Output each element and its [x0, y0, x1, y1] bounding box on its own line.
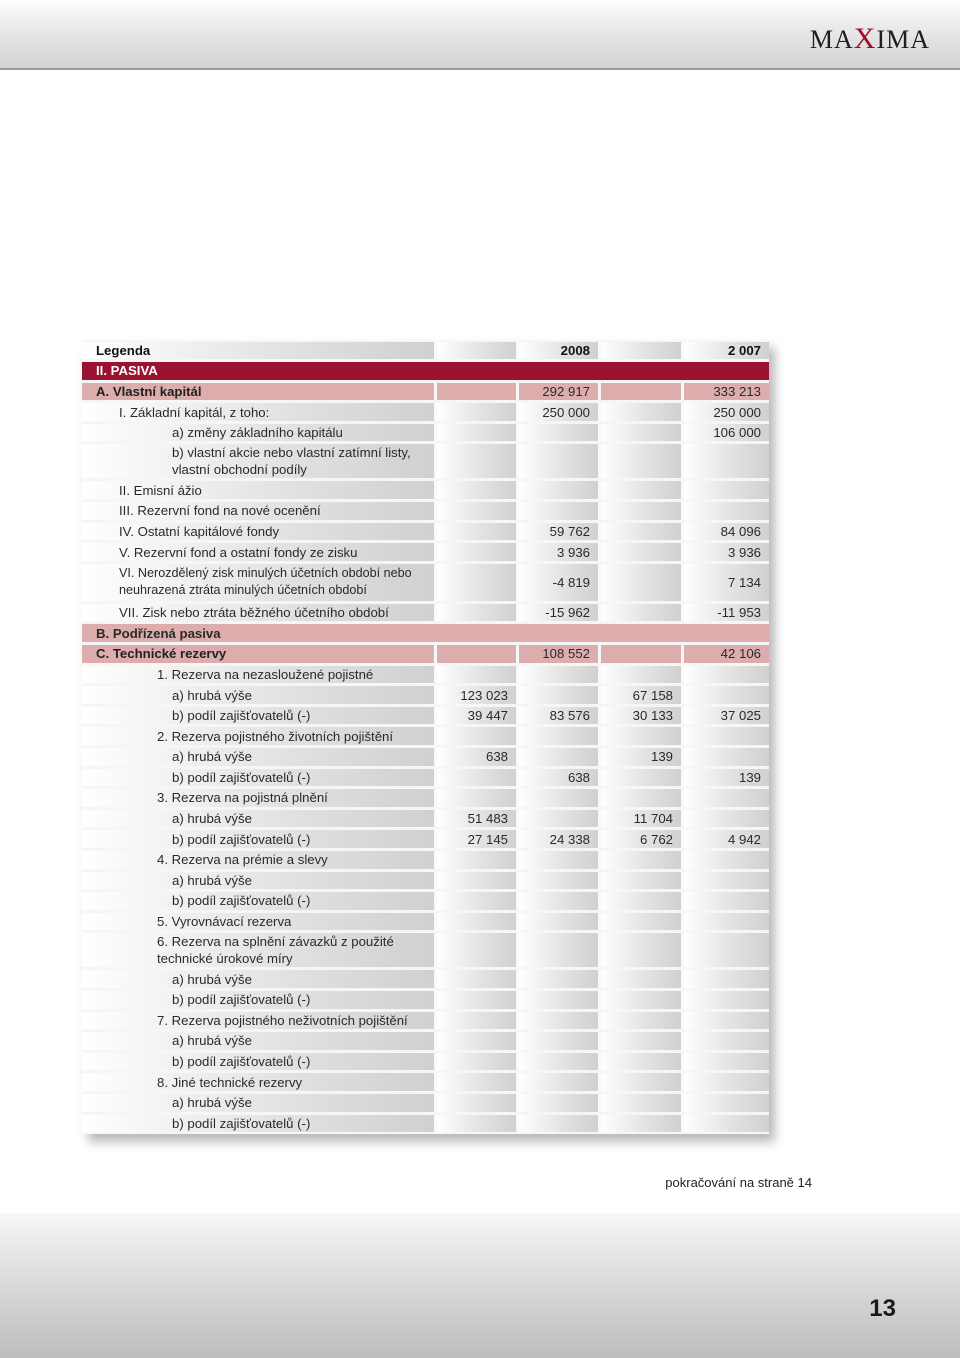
row-value: 59 762 — [519, 523, 601, 541]
row-value — [601, 424, 684, 442]
table-row — [82, 849, 769, 870]
row-value — [684, 970, 769, 988]
row-value — [601, 502, 684, 520]
row-value — [437, 604, 519, 622]
table-row — [82, 562, 769, 602]
row-value: 250 000 — [519, 403, 601, 421]
row-value — [601, 645, 684, 663]
row-label: 1. Rezerva na nezasloužené pojistné — [82, 666, 437, 684]
table-header-row — [82, 340, 769, 361]
row-value — [519, 748, 601, 766]
header-band — [0, 0, 960, 70]
table-row — [82, 644, 769, 665]
table-row — [82, 602, 769, 623]
row-value — [684, 913, 769, 931]
row-value — [437, 645, 519, 663]
row-value — [601, 1053, 684, 1071]
row-value — [519, 1115, 601, 1133]
table-row — [82, 685, 769, 706]
row-value: 123 023 — [437, 686, 519, 704]
row-value — [437, 1032, 519, 1050]
row-value: 7 134 — [684, 564, 769, 601]
year-2007-header: 2 007 — [684, 342, 769, 360]
row-label: A. Vlastní kapitál — [82, 383, 437, 401]
row-value — [519, 789, 601, 807]
row-value — [437, 666, 519, 684]
table-row — [82, 1072, 769, 1093]
row-value — [601, 892, 684, 910]
row-value — [601, 481, 684, 499]
row-label: b) podíl zajišťovatelů (-) — [82, 707, 437, 725]
continued-note: pokračování na straně 14 — [665, 1175, 812, 1190]
row-value — [684, 686, 769, 704]
row-value — [684, 444, 769, 478]
table-row — [82, 381, 769, 402]
row-value — [684, 810, 769, 828]
row-value — [437, 1094, 519, 1112]
row-value: 292 917 — [519, 383, 601, 401]
row-value — [601, 383, 684, 401]
row-value — [519, 1012, 601, 1030]
row-label: a) hrubá výše — [82, 1094, 437, 1112]
row-value — [601, 727, 684, 745]
row-value: -4 819 — [519, 564, 601, 601]
table-row — [82, 1051, 769, 1072]
row-value — [437, 403, 519, 421]
table-row — [82, 422, 769, 443]
table-row — [82, 1092, 769, 1113]
row-value — [601, 970, 684, 988]
row-value — [437, 481, 519, 499]
page-number: 13 — [869, 1295, 896, 1322]
row-value: 108 552 — [519, 645, 601, 663]
table-row — [82, 891, 769, 912]
row-label: 7. Rezerva pojistného neživotních pojištění — [82, 1012, 437, 1030]
row-value — [437, 564, 519, 601]
table-row — [82, 808, 769, 829]
row-value — [519, 913, 601, 931]
row-value — [519, 1094, 601, 1112]
row-value — [437, 1115, 519, 1133]
row-label: b) podíl zajišťovatelů (-) — [82, 1115, 437, 1133]
table-row — [82, 911, 769, 932]
row-label: VI. Nerozdělený zisk minulých účetních období nebo neuhrazená ztráta minulých účetních období — [82, 564, 437, 601]
row-value — [519, 1073, 601, 1091]
footer-band — [0, 1213, 960, 1358]
row-value — [601, 1073, 684, 1091]
row-value: 4 942 — [684, 830, 769, 848]
row-value — [601, 564, 684, 601]
row-value — [684, 892, 769, 910]
row-label: IV. Ostatní kapitálové fondy — [82, 523, 437, 541]
row-value: 37 025 — [684, 707, 769, 725]
row-value — [601, 991, 684, 1009]
row-value — [601, 403, 684, 421]
row-label: a) hrubá výše — [82, 970, 437, 988]
row-value: 67 158 — [601, 686, 684, 704]
row-value — [684, 481, 769, 499]
row-value — [684, 851, 769, 869]
table-row — [82, 402, 769, 423]
row-value — [601, 769, 684, 787]
row-value — [519, 851, 601, 869]
row-value — [601, 872, 684, 890]
row-value: 139 — [601, 748, 684, 766]
row-label: b) podíl zajišťovatelů (-) — [82, 1053, 437, 1071]
table-row — [82, 501, 769, 522]
row-label: 8. Jiné technické rezervy — [82, 1073, 437, 1091]
row-value: 11 704 — [601, 810, 684, 828]
table-row — [82, 747, 769, 768]
row-value — [601, 1115, 684, 1133]
section-title: II. PASIVA — [82, 362, 769, 381]
row-value — [601, 666, 684, 684]
row-value — [684, 748, 769, 766]
row-label: II. Emisní ážio — [82, 481, 437, 499]
row-value: 42 106 — [684, 645, 769, 663]
legend-header: Legenda — [82, 342, 437, 360]
row-value — [684, 872, 769, 890]
row-value — [519, 991, 601, 1009]
row-value: 6 762 — [601, 830, 684, 848]
row-label: 3. Rezerva na pojistná plnění — [82, 789, 437, 807]
balance-sheet-table — [82, 340, 769, 1134]
table-row — [82, 870, 769, 891]
row-label: a) hrubá výše — [82, 810, 437, 828]
row-label: a) změny základního kapitálu — [82, 424, 437, 442]
row-value — [519, 1032, 601, 1050]
row-label: 4. Rezerva na prémie a slevy — [82, 851, 437, 869]
row-label: V. Rezervní fond a ostatní fondy ze zisku — [82, 543, 437, 561]
row-value — [437, 913, 519, 931]
row-label: 6. Rezerva na splnění závazků z použité technické úrokové míry — [82, 933, 437, 967]
row-value — [601, 933, 684, 967]
row-value — [519, 970, 601, 988]
table-row — [82, 705, 769, 726]
row-value — [684, 789, 769, 807]
row-value: 638 — [519, 769, 601, 787]
row-value — [519, 727, 601, 745]
row-label: a) hrubá výše — [82, 872, 437, 890]
row-value — [437, 892, 519, 910]
table-row — [82, 521, 769, 542]
table-row — [82, 1113, 769, 1134]
row-value: 24 338 — [519, 830, 601, 848]
table-row — [82, 788, 769, 809]
row-label: a) hrubá výše — [82, 686, 437, 704]
table-row — [82, 969, 769, 990]
row-value: 3 936 — [684, 543, 769, 561]
row-label: VII. Zisk nebo ztráta běžného účetního období — [82, 604, 437, 622]
row-value — [519, 686, 601, 704]
row-value: 3 936 — [519, 543, 601, 561]
table-row — [82, 443, 769, 480]
table-row — [82, 623, 769, 644]
table-row — [82, 1031, 769, 1052]
row-value — [519, 666, 601, 684]
row-value — [437, 383, 519, 401]
row-value — [437, 789, 519, 807]
row-value — [684, 991, 769, 1009]
row-value — [437, 523, 519, 541]
row-value — [519, 933, 601, 967]
row-value: 83 576 — [519, 707, 601, 725]
row-value: 106 000 — [684, 424, 769, 442]
row-value: 27 145 — [437, 830, 519, 848]
table-row — [82, 932, 769, 969]
row-value: 250 000 — [684, 403, 769, 421]
row-label: I. Základní kapitál, z toho: — [82, 403, 437, 421]
row-label: b) podíl zajišťovatelů (-) — [82, 769, 437, 787]
row-label: 5. Vyrovnávací rezerva — [82, 913, 437, 931]
table-row — [82, 989, 769, 1010]
row-label: III. Rezervní fond na nové ocenění — [82, 502, 437, 520]
row-value — [437, 970, 519, 988]
maxima-logo: MAXIMA — [809, 22, 930, 55]
row-value — [519, 1053, 601, 1071]
row-value — [684, 502, 769, 520]
row-label: B. Podřízená pasiva — [82, 624, 769, 642]
row-value — [437, 727, 519, 745]
row-value — [437, 1073, 519, 1091]
row-value: 333 213 — [684, 383, 769, 401]
row-value: -15 962 — [519, 604, 601, 622]
row-value — [601, 604, 684, 622]
section-row — [82, 361, 769, 382]
table-row — [82, 542, 769, 563]
row-value: 51 483 — [437, 810, 519, 828]
row-value — [601, 789, 684, 807]
row-value — [684, 1053, 769, 1071]
row-label: b) vlastní akcie nebo vlastní zatímní listy, vlastní obchodní podíly — [82, 444, 437, 478]
table-row — [82, 767, 769, 788]
row-value: 39 447 — [437, 707, 519, 725]
row-value — [437, 543, 519, 561]
row-value — [519, 444, 601, 478]
row-value: 139 — [684, 769, 769, 787]
table-row — [82, 829, 769, 850]
row-value — [437, 502, 519, 520]
row-value — [684, 1073, 769, 1091]
row-value — [684, 1115, 769, 1133]
row-value — [601, 913, 684, 931]
row-value — [601, 1094, 684, 1112]
row-label: 2. Rezerva pojistného životních pojištění — [82, 727, 437, 745]
row-value — [684, 666, 769, 684]
row-value — [684, 727, 769, 745]
row-value — [519, 481, 601, 499]
row-value — [519, 892, 601, 910]
row-value — [437, 1053, 519, 1071]
table-row — [82, 1010, 769, 1031]
row-value — [437, 933, 519, 967]
row-value — [437, 991, 519, 1009]
row-value — [684, 933, 769, 967]
row-value — [519, 424, 601, 442]
row-label: b) podíl zajišťovatelů (-) — [82, 991, 437, 1009]
header-empty-col — [437, 342, 519, 360]
row-value — [684, 1032, 769, 1050]
row-value — [601, 444, 684, 478]
row-value — [437, 424, 519, 442]
header-empty-col — [601, 342, 684, 360]
table-row — [82, 664, 769, 685]
row-value — [601, 523, 684, 541]
row-value — [601, 543, 684, 561]
row-label: a) hrubá výše — [82, 1032, 437, 1050]
row-value — [601, 851, 684, 869]
row-value — [437, 1012, 519, 1030]
row-value — [519, 872, 601, 890]
row-value — [601, 1012, 684, 1030]
row-value — [437, 851, 519, 869]
table-row — [82, 726, 769, 747]
row-value: 84 096 — [684, 523, 769, 541]
row-label: a) hrubá výše — [82, 748, 437, 766]
row-label: b) podíl zajišťovatelů (-) — [82, 830, 437, 848]
table-row — [82, 480, 769, 501]
row-value — [437, 444, 519, 478]
row-value — [437, 769, 519, 787]
row-value: -11 953 — [684, 604, 769, 622]
row-label: C. Technické rezervy — [82, 645, 437, 663]
row-value — [519, 502, 601, 520]
row-value: 638 — [437, 748, 519, 766]
row-label: b) podíl zajišťovatelů (-) — [82, 892, 437, 910]
row-value: 30 133 — [601, 707, 684, 725]
row-value — [684, 1094, 769, 1112]
year-2008-header: 2008 — [519, 342, 601, 360]
row-value — [437, 872, 519, 890]
row-value — [601, 1032, 684, 1050]
row-value — [519, 810, 601, 828]
row-value — [684, 1012, 769, 1030]
